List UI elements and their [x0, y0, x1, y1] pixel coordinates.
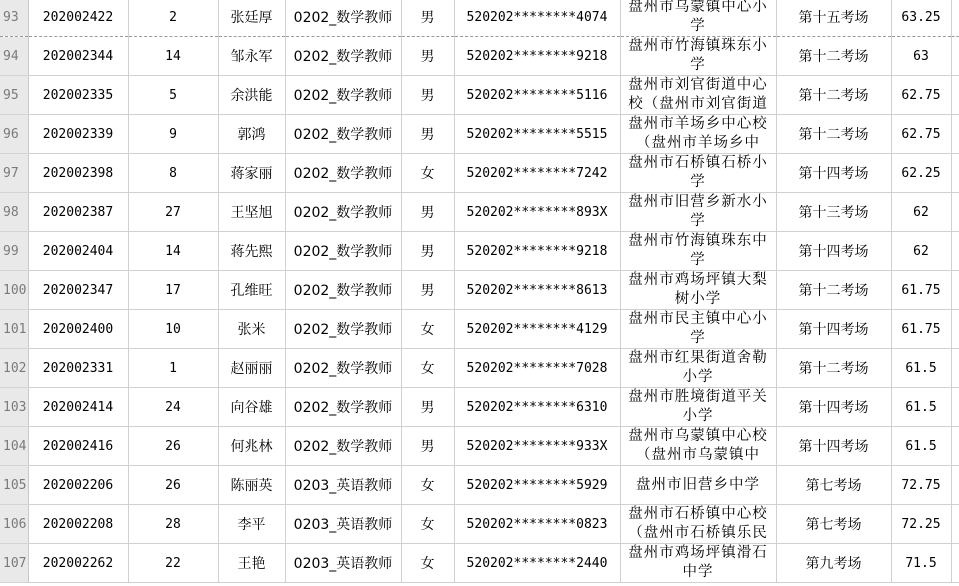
exam-room-cell[interactable]: 第十二考场	[776, 349, 891, 388]
school-cell[interactable]	[620, 427, 776, 466]
seat-number-cell[interactable]: 26	[128, 466, 218, 505]
row-header[interactable]: 103	[0, 388, 28, 427]
school-cell[interactable]	[620, 232, 776, 271]
candidate-name-cell[interactable]: 郭鸿	[218, 115, 285, 154]
row-header[interactable]: 105	[0, 466, 28, 505]
id-card-cell[interactable]: 520202********2440	[454, 544, 620, 583]
school-cell[interactable]	[620, 37, 776, 76]
score-cell[interactable]: 63	[891, 37, 951, 76]
school-line: 校（盘州市刘官街道	[628, 96, 768, 112]
school-text	[621, 466, 776, 504]
row-header[interactable]: 96	[0, 115, 28, 154]
empty-cell[interactable]	[951, 115, 959, 154]
table-row	[0, 505, 959, 544]
id-card-cell[interactable]: 520202********4129	[454, 310, 620, 349]
empty-cell[interactable]	[951, 388, 959, 427]
exam-id-cell[interactable]: 202002331	[28, 349, 128, 388]
score-cell[interactable]: 61.75	[891, 310, 951, 349]
score-cell[interactable]: 61.5	[891, 427, 951, 466]
candidate-name-cell[interactable]: 何兆林	[218, 427, 285, 466]
candidate-name-cell[interactable]: 赵丽丽	[218, 349, 285, 388]
id-card-cell[interactable]: 520202********7028	[454, 349, 620, 388]
candidate-name-cell[interactable]: 余洪能	[218, 76, 285, 115]
score-cell[interactable]: 61.75	[891, 271, 951, 310]
school-line: 盘州市羊场乡中心校	[628, 116, 768, 132]
seat-number-cell[interactable]: 10	[128, 310, 218, 349]
exam-room-cell[interactable]: 第十三考场	[776, 193, 891, 232]
gender-cell[interactable]: 男	[401, 0, 454, 37]
gender-cell[interactable]: 女	[401, 154, 454, 193]
position-cell[interactable]: 0202_数学教师	[285, 115, 401, 154]
score-cell[interactable]: 61.5	[891, 388, 951, 427]
exam-room-cell[interactable]: 第十四考场	[776, 154, 891, 193]
gender-cell[interactable]: 男	[401, 427, 454, 466]
table-row	[0, 37, 959, 76]
row-header[interactable]: 93	[0, 0, 28, 37]
school-cell[interactable]	[620, 154, 776, 193]
empty-cell[interactable]	[951, 37, 959, 76]
school-line: 小学	[682, 369, 714, 385]
exam-room-cell[interactable]: 第十四考场	[776, 310, 891, 349]
exam-id-cell[interactable]: 202002398	[28, 154, 128, 193]
school-cell[interactable]	[620, 76, 776, 115]
id-card-cell[interactable]: 520202********8613	[454, 271, 620, 310]
position-cell[interactable]: 0203_英语教师	[285, 544, 401, 583]
position-cell[interactable]: 0203_英语教师	[285, 466, 401, 505]
id-card-cell[interactable]: 520202********9218	[454, 37, 620, 76]
gender-cell[interactable]: 男	[401, 193, 454, 232]
score-cell[interactable]: 72.25	[891, 505, 951, 544]
school-text	[621, 0, 776, 36]
table-row	[0, 271, 959, 310]
school-text	[621, 271, 776, 309]
school-line: 树小学	[674, 291, 722, 307]
seat-number-cell[interactable]: 27	[128, 193, 218, 232]
school-cell[interactable]	[620, 505, 776, 544]
exam-id-cell[interactable]: 202002347	[28, 271, 128, 310]
table-row	[0, 310, 959, 349]
candidate-name-cell[interactable]: 蒋先熙	[218, 232, 285, 271]
exam-id-cell[interactable]: 202002339	[28, 115, 128, 154]
seat-number-cell[interactable]: 26	[128, 427, 218, 466]
exam-id-cell[interactable]: 202002344	[28, 37, 128, 76]
empty-cell[interactable]	[951, 544, 959, 583]
school-line: 盘州市红果街道舍勒	[628, 350, 768, 366]
exam-id-cell[interactable]: 202002206	[28, 466, 128, 505]
table-row	[0, 0, 959, 37]
school-text	[621, 76, 776, 114]
school-text	[621, 505, 776, 543]
row-header[interactable]: 99	[0, 232, 28, 271]
candidate-name-cell[interactable]: 陈丽英	[218, 466, 285, 505]
school-cell[interactable]	[620, 310, 776, 349]
gender-cell[interactable]: 女	[401, 310, 454, 349]
gender-cell[interactable]: 男	[401, 76, 454, 115]
school-text	[621, 115, 776, 153]
position-cell[interactable]: 0202_数学教师	[285, 349, 401, 388]
position-cell[interactable]: 0202_数学教师	[285, 427, 401, 466]
id-card-cell[interactable]: 520202********4074	[454, 0, 620, 37]
score-cell[interactable]: 62.75	[891, 76, 951, 115]
position-cell[interactable]: 0202_数学教师	[285, 0, 401, 37]
score-cell[interactable]: 62.25	[891, 154, 951, 193]
row-header[interactable]: 95	[0, 76, 28, 115]
school-text	[621, 232, 776, 270]
school-line: 盘州市胜境街道平关	[628, 389, 768, 405]
school-cell[interactable]	[620, 271, 776, 310]
exam-room-cell[interactable]: 第十二考场	[776, 115, 891, 154]
empty-cell[interactable]	[951, 349, 959, 388]
school-cell[interactable]	[620, 466, 776, 505]
school-line: 盘州市石桥镇石桥小	[628, 155, 768, 171]
row-header[interactable]: 104	[0, 427, 28, 466]
school-text	[621, 388, 776, 426]
table-row	[0, 466, 959, 505]
exam-id-cell[interactable]: 202002208	[28, 505, 128, 544]
row-header[interactable]: 102	[0, 349, 28, 388]
row-header[interactable]: 106	[0, 505, 28, 544]
table-row	[0, 349, 959, 388]
position-cell[interactable]: 0202_数学教师	[285, 388, 401, 427]
exam-room-cell[interactable]: 第七考场	[776, 466, 891, 505]
exam-id-cell[interactable]: 202002335	[28, 76, 128, 115]
school-line: 盘州市竹海镇珠东中	[628, 233, 768, 249]
gender-cell[interactable]: 女	[401, 466, 454, 505]
row-header[interactable]: 98	[0, 193, 28, 232]
table-row	[0, 544, 959, 583]
row-header[interactable]: 100	[0, 271, 28, 310]
empty-cell[interactable]	[951, 505, 959, 544]
school-cell[interactable]	[620, 0, 776, 37]
exam-id-cell[interactable]: 202002387	[28, 193, 128, 232]
exam-id-cell[interactable]: 202002262	[28, 544, 128, 583]
gender-cell[interactable]: 女	[401, 505, 454, 544]
id-card-cell[interactable]: 520202********5116	[454, 76, 620, 115]
gender-cell[interactable]: 男	[401, 388, 454, 427]
school-line: 盘州市鸡场坪镇滑石	[628, 545, 768, 561]
school-cell[interactable]	[620, 544, 776, 583]
candidate-name-cell[interactable]: 王艳	[218, 544, 285, 583]
candidate-name-cell[interactable]: 蒋家丽	[218, 154, 285, 193]
empty-cell[interactable]	[951, 232, 959, 271]
score-cell[interactable]: 62.75	[891, 115, 951, 154]
exam-room-cell[interactable]: 第十二考场	[776, 37, 891, 76]
empty-cell[interactable]	[951, 76, 959, 115]
gender-cell[interactable]: 男	[401, 37, 454, 76]
seat-number-cell[interactable]: 17	[128, 271, 218, 310]
position-cell[interactable]: 0202_数学教师	[285, 310, 401, 349]
row-header[interactable]: 94	[0, 37, 28, 76]
empty-cell[interactable]	[951, 466, 959, 505]
table-row	[0, 76, 959, 115]
position-cell[interactable]: 0202_数学教师	[285, 193, 401, 232]
candidate-name-cell[interactable]: 孔维旺	[218, 271, 285, 310]
empty-cell[interactable]	[951, 193, 959, 232]
empty-cell[interactable]	[951, 154, 959, 193]
position-cell[interactable]: 0202_数学教师	[285, 37, 401, 76]
seat-number-cell[interactable]: 5	[128, 76, 218, 115]
score-cell[interactable]: 61.5	[891, 349, 951, 388]
empty-cell[interactable]	[951, 271, 959, 310]
position-cell[interactable]: 0202_数学教师	[285, 76, 401, 115]
school-line: （盘州市乌蒙镇中	[636, 447, 760, 463]
seat-number-cell[interactable]: 2	[128, 0, 218, 37]
score-cell[interactable]: 63.25	[891, 0, 951, 37]
school-line: （盘州市羊场乡中	[636, 135, 760, 151]
exam-id-cell[interactable]: 202002422	[28, 0, 128, 37]
candidate-name-cell[interactable]: 张廷厚	[218, 0, 285, 37]
row-header[interactable]: 97	[0, 154, 28, 193]
seat-number-cell[interactable]: 1	[128, 349, 218, 388]
exam-room-cell[interactable]: 第七考场	[776, 505, 891, 544]
id-card-cell[interactable]: 520202********7242	[454, 154, 620, 193]
table-row	[0, 193, 959, 232]
empty-cell[interactable]	[951, 310, 959, 349]
exam-room-cell[interactable]: 第十五考场	[776, 0, 891, 37]
candidate-name-cell[interactable]: 向谷雄	[218, 388, 285, 427]
exam-room-cell[interactable]: 第十二考场	[776, 76, 891, 115]
school-line: 盘州市乌蒙镇中心小	[628, 0, 768, 15]
id-card-cell[interactable]: 520202********893X	[454, 193, 620, 232]
table-row	[0, 427, 959, 466]
school-line: 盘州市鸡场坪镇大梨	[628, 272, 768, 288]
school-text	[621, 544, 776, 582]
school-line: 学	[690, 174, 706, 190]
gender-cell[interactable]: 男	[401, 271, 454, 310]
gender-cell[interactable]: 女	[401, 349, 454, 388]
candidate-name-cell[interactable]: 邹永军	[218, 37, 285, 76]
school-line: 盘州市旧营乡新水小	[628, 194, 768, 210]
seat-number-cell[interactable]: 9	[128, 115, 218, 154]
school-text	[621, 37, 776, 75]
id-card-cell[interactable]: 520202********5929	[454, 466, 620, 505]
school-line: 盘州市旧营乡中学	[636, 477, 760, 493]
score-cell[interactable]: 71.5	[891, 544, 951, 583]
id-card-cell[interactable]: 520202********933X	[454, 427, 620, 466]
table-row	[0, 232, 959, 271]
school-line: 盘州市刘官街道中心	[628, 77, 768, 93]
id-card-cell[interactable]: 520202********5515	[454, 115, 620, 154]
empty-cell[interactable]	[951, 0, 959, 37]
school-line: 学	[690, 213, 706, 229]
score-cell[interactable]: 62	[891, 232, 951, 271]
row-header[interactable]: 101	[0, 310, 28, 349]
school-line: 盘州市石桥镇中心校	[628, 506, 768, 522]
school-line: 学	[690, 252, 706, 268]
position-cell[interactable]: 0203_英语教师	[285, 505, 401, 544]
exam-room-cell[interactable]: 第十二考场	[776, 271, 891, 310]
exam-id-cell[interactable]: 202002416	[28, 427, 128, 466]
score-cell[interactable]: 62	[891, 193, 951, 232]
gender-cell[interactable]: 女	[401, 544, 454, 583]
school-line: 中学	[682, 564, 714, 580]
exam-room-cell[interactable]: 第十四考场	[776, 427, 891, 466]
school-line: 学	[690, 57, 706, 73]
exam-room-cell[interactable]: 第十四考场	[776, 388, 891, 427]
seat-number-cell[interactable]: 28	[128, 505, 218, 544]
school-cell[interactable]	[620, 349, 776, 388]
school-cell[interactable]	[620, 193, 776, 232]
school-text	[621, 427, 776, 465]
gender-cell[interactable]: 男	[401, 232, 454, 271]
table-row	[0, 115, 959, 154]
id-card-cell[interactable]: 520202********0823	[454, 505, 620, 544]
exam-room-cell[interactable]: 第九考场	[776, 544, 891, 583]
position-cell[interactable]: 0202_数学教师	[285, 232, 401, 271]
seat-number-cell[interactable]: 8	[128, 154, 218, 193]
gender-cell[interactable]: 男	[401, 115, 454, 154]
exam-id-cell[interactable]: 202002414	[28, 388, 128, 427]
id-card-cell[interactable]: 520202********9218	[454, 232, 620, 271]
exam-id-cell[interactable]: 202002404	[28, 232, 128, 271]
school-line: 学	[690, 18, 706, 34]
school-cell[interactable]	[620, 115, 776, 154]
school-text	[621, 310, 776, 348]
candidate-name-cell[interactable]: 张米	[218, 310, 285, 349]
table-row	[0, 388, 959, 427]
school-line: 盘州市竹海镇珠东小	[628, 38, 768, 54]
school-text	[621, 193, 776, 231]
empty-cell[interactable]	[951, 427, 959, 466]
school-line: 小学	[682, 408, 714, 424]
school-text	[621, 154, 776, 192]
position-cell[interactable]: 0202_数学教师	[285, 154, 401, 193]
seat-number-cell[interactable]: 22	[128, 544, 218, 583]
seat-number-cell[interactable]: 14	[128, 37, 218, 76]
table-row	[0, 154, 959, 193]
exam-id-cell[interactable]: 202002400	[28, 310, 128, 349]
school-line: 学	[690, 330, 706, 346]
school-line: （盘州市石桥镇乐民	[628, 525, 768, 541]
school-cell[interactable]	[620, 388, 776, 427]
exam-room-cell[interactable]: 第十四考场	[776, 232, 891, 271]
seat-number-cell[interactable]: 14	[128, 232, 218, 271]
row-header[interactable]: 107	[0, 544, 28, 583]
score-cell[interactable]: 72.75	[891, 466, 951, 505]
position-cell[interactable]: 0202_数学教师	[285, 271, 401, 310]
candidate-name-cell[interactable]: 李平	[218, 505, 285, 544]
candidate-name-cell[interactable]: 王坚旭	[218, 193, 285, 232]
school-text	[621, 349, 776, 387]
seat-number-cell[interactable]: 24	[128, 388, 218, 427]
school-line: 盘州市乌蒙镇中心校	[628, 428, 768, 444]
school-line: 盘州市民主镇中心小	[628, 311, 768, 327]
id-card-cell[interactable]: 520202********6310	[454, 388, 620, 427]
